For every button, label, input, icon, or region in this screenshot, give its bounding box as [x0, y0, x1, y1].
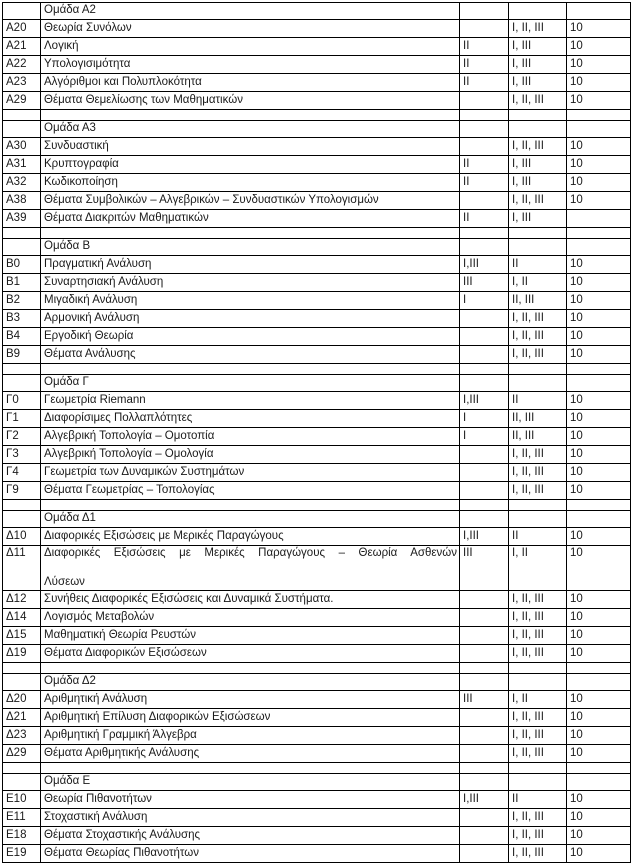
credits-cell: 10 [567, 845, 631, 863]
course-name-cell: Θέματα Θεωρίας Πιθανοτήτων [41, 845, 460, 863]
course-name-cell: Διαφορικές Εξισώσεις με Μερικές Παραγώγους [41, 528, 460, 546]
course-code-cell: B0 [3, 256, 41, 274]
course-name-cell: Θέματα Θεμελίωσης των Μαθηματικών [41, 92, 460, 110]
credits-cell: 10 [567, 709, 631, 727]
semester-col1-cell [460, 709, 509, 727]
course-row [3, 709, 631, 727]
semester-col2-cell: II [509, 256, 567, 274]
separator-sem1-cell [460, 663, 509, 674]
separator-row [3, 228, 631, 239]
course-code-cell: A30 [3, 138, 41, 156]
course-row [3, 609, 631, 627]
course-row [3, 346, 631, 364]
credits-cell: 10 [567, 791, 631, 809]
semester-col2-cell: II, III [509, 292, 567, 310]
semester-col1-cell [460, 328, 509, 346]
semester-col2-cell: I, II, III [509, 464, 567, 482]
credits-cell: 10 [567, 274, 631, 292]
semester-col2-cell: I, II [509, 274, 567, 292]
course-name-cell: Θέματα Διακριτών Μαθηματικών [41, 210, 460, 228]
semester-col2-cell: I, II, III [509, 627, 567, 645]
course-code-cell: Δ15 [3, 627, 41, 645]
separator-sem2-cell [509, 763, 567, 774]
separator-name-cell [41, 763, 460, 774]
semester-col2-cell: II [509, 791, 567, 809]
course-code-cell: Δ21 [3, 709, 41, 727]
credits-cell: 10 [567, 392, 631, 410]
course-code-cell: A31 [3, 156, 41, 174]
semester-col1-cell [460, 809, 509, 827]
course-name-cell: Γεωμετρία των Δυναμικών Συστημάτων [41, 464, 460, 482]
group-title-cell: Ομάδα Δ1 [41, 511, 460, 528]
group-header-sem2-cell [509, 375, 567, 392]
group-title-cell: Ομάδα Α3 [41, 121, 460, 138]
course-name-cell: Θέματα Στοχαστικής Ανάλυσης [41, 827, 460, 845]
credits-cell: 10 [567, 809, 631, 827]
course-code-cell: B2 [3, 292, 41, 310]
course-name-cell: Αλγεβρική Τοπολογία – Ομολογία [41, 446, 460, 464]
course-name-cell: Αλγόριθμοι και Πολυπλοκότητα [41, 74, 460, 92]
semester-col2-cell: I, II, III [509, 827, 567, 845]
group-header-code-cell [3, 674, 41, 691]
course-name-cell: Αριθμητική Γραμμική Άλγεβρα [41, 727, 460, 745]
group-header-row [3, 121, 631, 138]
semester-col1-cell [460, 20, 509, 38]
group-header-code-cell [3, 774, 41, 791]
course-code-cell: A20 [3, 20, 41, 38]
course-name-cell: Μιγαδική Ανάλυση [41, 292, 460, 310]
credits-cell: 10 [567, 292, 631, 310]
course-code-cell: A21 [3, 38, 41, 56]
separator-name-cell [41, 663, 460, 674]
semester-col2-cell: I, II, III [509, 346, 567, 364]
group-header-code-cell [3, 511, 41, 528]
course-row [3, 156, 631, 174]
separator-code-cell [3, 110, 41, 121]
group-header-code-cell [3, 121, 41, 138]
group-header-sem1-cell [460, 121, 509, 138]
course-code-cell: B9 [3, 346, 41, 364]
semester-col1-cell: I [460, 428, 509, 446]
course-code-cell: E10 [3, 791, 41, 809]
course-row [3, 428, 631, 446]
course-name-cell: Στοχαστική Ανάλυση [41, 809, 460, 827]
course-code-cell: A29 [3, 92, 41, 110]
group-header-credits-cell [567, 239, 631, 256]
separator-credits-cell [567, 763, 631, 774]
course-name-cell [41, 546, 460, 591]
semester-col1-cell: III [460, 546, 509, 591]
credits-cell: 10 [567, 627, 631, 645]
separator-sem2-cell [509, 500, 567, 511]
group-header-sem2-cell [509, 121, 567, 138]
separator-credits-cell [567, 663, 631, 674]
semester-col1-cell: II [460, 210, 509, 228]
semester-col1-cell [460, 464, 509, 482]
credits-cell: 10 [567, 256, 631, 274]
semester-col2-cell: II [509, 392, 567, 410]
course-name-cell: Αρμονική Ανάλυση [41, 310, 460, 328]
course-row [3, 791, 631, 809]
separator-row [3, 364, 631, 375]
course-code-cell: Γ9 [3, 482, 41, 500]
group-header-sem1-cell [460, 3, 509, 20]
credits-cell: 10 [567, 92, 631, 110]
course-row [3, 56, 631, 74]
course-code-cell: A38 [3, 192, 41, 210]
course-code-cell: Γ0 [3, 392, 41, 410]
course-code-cell: B1 [3, 274, 41, 292]
course-row [3, 546, 631, 591]
course-row [3, 627, 631, 645]
course-code-cell: E11 [3, 809, 41, 827]
separator-row [3, 500, 631, 511]
credits-cell: 10 [567, 727, 631, 745]
separator-sem2-cell [509, 228, 567, 239]
semester-col1-cell: III [460, 274, 509, 292]
credits-cell [567, 210, 631, 228]
separator-row [3, 663, 631, 674]
credits-cell: 10 [567, 56, 631, 74]
group-title-cell: Ομάδα Α2 [41, 3, 460, 20]
separator-sem1-cell [460, 110, 509, 121]
course-row [3, 845, 631, 863]
credits-cell: 10 [567, 156, 631, 174]
semester-col1-cell: III [460, 691, 509, 709]
credits-cell: 10 [567, 310, 631, 328]
group-header-credits-cell [567, 674, 631, 691]
group-header-row [3, 239, 631, 256]
course-row [3, 827, 631, 845]
course-row [3, 138, 631, 156]
course-row [3, 310, 631, 328]
credits-cell: 10 [567, 528, 631, 546]
semester-col2-cell: I, II, III [509, 328, 567, 346]
separator-row [3, 763, 631, 774]
course-code-cell: A23 [3, 74, 41, 92]
course-code-cell: Δ11 [3, 546, 41, 591]
course-row [3, 745, 631, 763]
semester-col1-cell [460, 645, 509, 663]
course-row [3, 256, 631, 274]
group-title-cell: Ομάδα Γ [41, 375, 460, 392]
semester-col1-cell [460, 827, 509, 845]
semester-col2-cell: I, II [509, 691, 567, 709]
semester-col1-cell: I,III [460, 392, 509, 410]
semester-col1-cell [460, 310, 509, 328]
semester-col2-cell: I, III [509, 74, 567, 92]
course-row [3, 20, 631, 38]
group-header-sem2-cell [509, 239, 567, 256]
group-header-row [3, 774, 631, 791]
semester-col2-cell: I, III [509, 210, 567, 228]
separator-sem1-cell [460, 228, 509, 239]
document-page [0, 2, 633, 859]
separator-credits-cell [567, 500, 631, 511]
course-row [3, 528, 631, 546]
course-code-cell: B3 [3, 310, 41, 328]
semester-col2-cell: I, II, III [509, 92, 567, 110]
course-row [3, 446, 631, 464]
course-name-cell: Αριθμητική Ανάλυση [41, 691, 460, 709]
semester-col2-cell: II, III [509, 410, 567, 428]
semester-col1-cell: I,III [460, 528, 509, 546]
course-name-cell: Συνδυαστική [41, 138, 460, 156]
course-row [3, 591, 631, 609]
course-code-cell: Γ2 [3, 428, 41, 446]
course-code-cell: Δ29 [3, 745, 41, 763]
credits-cell: 10 [567, 464, 631, 482]
separator-credits-cell [567, 110, 631, 121]
course-row [3, 645, 631, 663]
separator-code-cell [3, 500, 41, 511]
group-header-sem2-cell [509, 511, 567, 528]
semester-col1-cell [460, 138, 509, 156]
course-name-line2: Λύσεων [44, 575, 85, 588]
course-code-cell: Δ12 [3, 591, 41, 609]
course-code-cell: A22 [3, 56, 41, 74]
semester-col2-cell: I, III [509, 38, 567, 56]
course-code-cell: Δ23 [3, 727, 41, 745]
credits-cell: 10 [567, 745, 631, 763]
course-row [3, 92, 631, 110]
course-table [2, 2, 631, 863]
semester-col2-cell: I, II, III [509, 645, 567, 663]
course-name-cell: Θεωρία Συνόλων [41, 20, 460, 38]
semester-col1-cell [460, 92, 509, 110]
semester-col1-cell: II [460, 174, 509, 192]
course-name-cell: Γεωμετρία Riemann [41, 392, 460, 410]
separator-name-cell [41, 500, 460, 511]
group-header-row [3, 3, 631, 20]
course-row [3, 292, 631, 310]
separator-sem1-cell [460, 500, 509, 511]
semester-col1-cell: I,III [460, 256, 509, 274]
group-header-row [3, 674, 631, 691]
credits-cell: 10 [567, 546, 631, 591]
credits-cell: 10 [567, 192, 631, 210]
separator-credits-cell [567, 228, 631, 239]
credits-cell: 10 [567, 428, 631, 446]
semester-col1-cell [460, 845, 509, 863]
semester-col2-cell: I, III [509, 174, 567, 192]
credits-cell: 10 [567, 74, 631, 92]
semester-col2-cell: I, II [509, 546, 567, 591]
separator-sem1-cell [460, 763, 509, 774]
course-code-cell: B4 [3, 328, 41, 346]
group-title-cell: Ομάδα Ε [41, 774, 460, 791]
semester-col1-cell [460, 609, 509, 627]
course-name-cell: Θέματα Αριθμητικής Ανάλυσης [41, 745, 460, 763]
semester-col1-cell: II [460, 74, 509, 92]
semester-col1-cell: I,III [460, 791, 509, 809]
group-header-credits-cell [567, 3, 631, 20]
semester-col1-cell [460, 591, 509, 609]
semester-col1-cell [460, 482, 509, 500]
group-title-cell: Ομάδα Δ2 [41, 674, 460, 691]
separator-sem2-cell [509, 110, 567, 121]
semester-col1-cell: II [460, 156, 509, 174]
semester-col2-cell: I, II, III [509, 745, 567, 763]
credits-cell: 10 [567, 827, 631, 845]
separator-code-cell [3, 763, 41, 774]
semester-col1-cell [460, 627, 509, 645]
semester-col2-cell: I, II, III [509, 845, 567, 863]
semester-col2-cell: I, II, III [509, 446, 567, 464]
course-code-cell: Γ3 [3, 446, 41, 464]
course-row [3, 38, 631, 56]
course-name-cell: Συνήθεις Διαφορικές Εξισώσεις και Δυναμικά Συστήματα. [41, 591, 460, 609]
course-row [3, 809, 631, 827]
group-header-sem1-cell [460, 674, 509, 691]
course-code-cell: E18 [3, 827, 41, 845]
course-row [3, 691, 631, 709]
semester-col2-cell: I, II, III [509, 20, 567, 38]
course-name-cell: Υπολογισιμότητα [41, 56, 460, 74]
credits-cell: 10 [567, 328, 631, 346]
course-code-cell: Δ14 [3, 609, 41, 627]
semester-col2-cell: I, II, III [509, 809, 567, 827]
semester-col2-cell: I, II, III [509, 138, 567, 156]
course-name-cell: Πραγματική Ανάλυση [41, 256, 460, 274]
group-header-code-cell [3, 3, 41, 20]
course-row [3, 74, 631, 92]
group-header-code-cell [3, 375, 41, 392]
credits-cell: 10 [567, 410, 631, 428]
separator-sem1-cell [460, 364, 509, 375]
course-name-cell: Αλγεβρική Τοπολογία – Ομοτοπία [41, 428, 460, 446]
course-code-cell: Γ4 [3, 464, 41, 482]
semester-col2-cell: I, II, III [509, 709, 567, 727]
course-name-line1: Διαφορικές Εξισώσεις με Μερικές Παραγώγους – Θεωρία Ασθενών [44, 547, 457, 559]
credits-cell: 10 [567, 609, 631, 627]
course-row [3, 410, 631, 428]
group-title-cell: Ομάδα Β [41, 239, 460, 256]
group-header-code-cell [3, 239, 41, 256]
separator-sem2-cell [509, 663, 567, 674]
credits-cell: 10 [567, 346, 631, 364]
course-code-cell: Δ19 [3, 645, 41, 663]
credits-cell: 10 [567, 38, 631, 56]
course-row [3, 464, 631, 482]
credits-cell: 10 [567, 446, 631, 464]
course-name-cell: Συναρτησιακή Ανάλυση [41, 274, 460, 292]
course-code-cell: A32 [3, 174, 41, 192]
semester-col2-cell: I, II, III [509, 192, 567, 210]
semester-col1-cell [460, 745, 509, 763]
credits-cell: 10 [567, 174, 631, 192]
semester-col1-cell [460, 727, 509, 745]
group-header-row [3, 511, 631, 528]
course-row [3, 328, 631, 346]
course-name-cell: Λογισμός Μεταβολών [41, 609, 460, 627]
separator-code-cell [3, 228, 41, 239]
group-header-credits-cell [567, 375, 631, 392]
course-row [3, 274, 631, 292]
course-name-cell: Κρυπτογραφία [41, 156, 460, 174]
course-code-cell: E19 [3, 845, 41, 863]
credits-cell: 10 [567, 591, 631, 609]
course-name-cell: Διαφορίσιμες Πολλαπλότητες [41, 410, 460, 428]
group-header-credits-cell [567, 511, 631, 528]
group-header-credits-cell [567, 774, 631, 791]
course-name-cell: Λογική [41, 38, 460, 56]
course-name-cell: Εργοδική Θεωρία [41, 328, 460, 346]
group-header-sem1-cell [460, 774, 509, 791]
semester-col1-cell: I [460, 410, 509, 428]
semester-col2-cell: I, II, III [509, 727, 567, 745]
course-row [3, 192, 631, 210]
semester-col1-cell: II [460, 38, 509, 56]
credits-cell: 10 [567, 691, 631, 709]
course-name-cell: Κωδικοποίηση [41, 174, 460, 192]
course-name-cell: Θέματα Συμβολικών – Αλγεβρικών – Συνδυαστικών Υπολογισμών [41, 192, 460, 210]
separator-sem2-cell [509, 364, 567, 375]
semester-col2-cell: I, III [509, 156, 567, 174]
course-row [3, 392, 631, 410]
semester-col1-cell [460, 192, 509, 210]
semester-col1-cell [460, 346, 509, 364]
group-header-sem1-cell [460, 375, 509, 392]
course-row [3, 174, 631, 192]
semester-col2-cell: II [509, 528, 567, 546]
separator-name-cell [41, 364, 460, 375]
semester-col2-cell: I, II, III [509, 591, 567, 609]
group-header-sem1-cell [460, 239, 509, 256]
course-row [3, 210, 631, 228]
course-name-cell: Θέματα Γεωμετρίας – Τοπολογίας [41, 482, 460, 500]
group-header-row [3, 375, 631, 392]
course-name-cell: Θέματα Διαφορικών Εξισώσεων [41, 645, 460, 663]
credits-cell: 10 [567, 138, 631, 156]
course-row [3, 482, 631, 500]
course-name-cell: Μαθηματική Θεωρία Ρευστών [41, 627, 460, 645]
semester-col2-cell: II, III [509, 428, 567, 446]
separator-code-cell [3, 364, 41, 375]
group-header-sem2-cell [509, 3, 567, 20]
semester-col1-cell [460, 446, 509, 464]
course-name-cell: Θεωρία Πιθανοτήτων [41, 791, 460, 809]
credits-cell: 10 [567, 20, 631, 38]
course-code-cell: Γ1 [3, 410, 41, 428]
semester-col1-cell: I [460, 292, 509, 310]
group-header-sem2-cell [509, 674, 567, 691]
course-row [3, 727, 631, 745]
separator-name-cell [41, 228, 460, 239]
course-code-cell: Δ10 [3, 528, 41, 546]
separator-code-cell [3, 663, 41, 674]
semester-col2-cell: I, III [509, 56, 567, 74]
semester-col2-cell: I, II, III [509, 310, 567, 328]
course-code-cell: A39 [3, 210, 41, 228]
course-name-cell: Θέματα Ανάλυσης [41, 346, 460, 364]
separator-credits-cell [567, 364, 631, 375]
semester-col2-cell: I, II, III [509, 609, 567, 627]
course-code-cell: Δ20 [3, 691, 41, 709]
separator-row [3, 110, 631, 121]
credits-cell: 10 [567, 645, 631, 663]
semester-col2-cell: I, II, III [509, 482, 567, 500]
credits-cell: 10 [567, 482, 631, 500]
group-header-credits-cell [567, 121, 631, 138]
separator-name-cell [41, 110, 460, 121]
semester-col1-cell: II [460, 56, 509, 74]
group-header-sem2-cell [509, 774, 567, 791]
course-name-cell: Αριθμητική Επίλυση Διαφορικών Εξισώσεων [41, 709, 460, 727]
group-header-sem1-cell [460, 511, 509, 528]
